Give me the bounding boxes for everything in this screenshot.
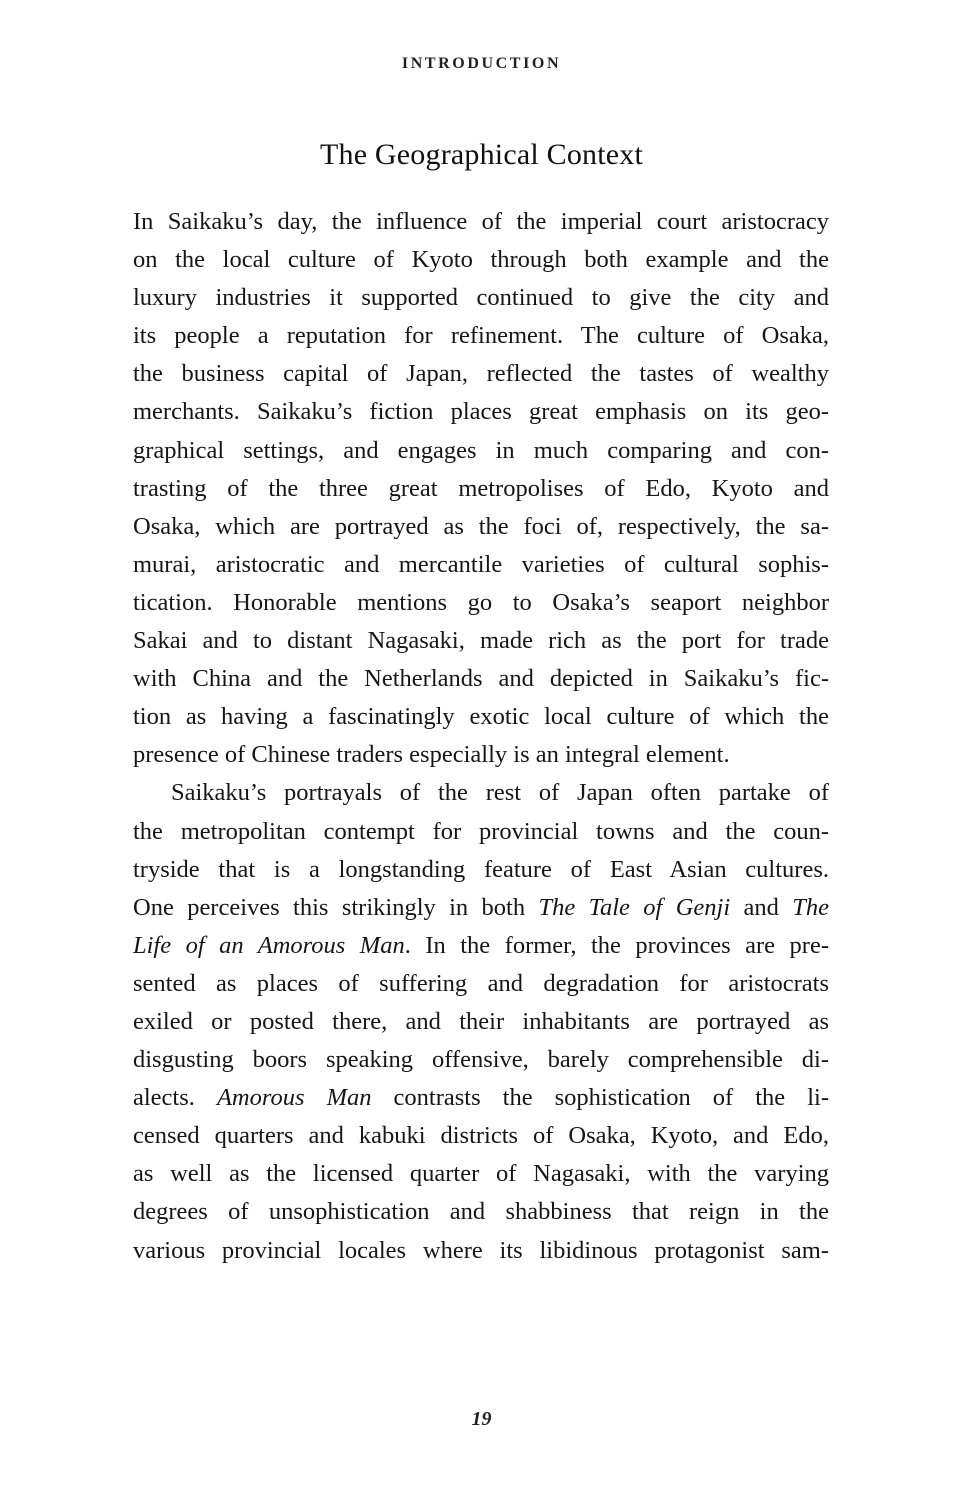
- text-line: [133, 660, 829, 698]
- text-run: contrasts the sophistication of the li-: [371, 1084, 829, 1112]
- text-run: the business capital of Japan, reflected the tastes of wealthy: [133, 360, 829, 388]
- text-line: [133, 584, 829, 622]
- text-line: [133, 508, 829, 546]
- text-run: . In the former, the provinces are pre-: [404, 931, 829, 959]
- text-line: [133, 279, 829, 317]
- text-line: [133, 774, 829, 812]
- italic-title: Amorous Man: [216, 1084, 372, 1112]
- text-line: [133, 1041, 829, 1079]
- text-run: alects.: [133, 1084, 217, 1112]
- text-run: Osaka, which are portrayed as the foci of, respectively, the sa-: [133, 512, 829, 540]
- section-title: The Geographical Context: [319, 138, 644, 171]
- text-line: [133, 546, 829, 584]
- text-line: [133, 698, 829, 736]
- page-number: 19: [471, 1408, 492, 1430]
- text-run: various provincial locales where its libidinous protagonist sam-: [133, 1236, 829, 1264]
- paragraph: [133, 203, 829, 774]
- text-run: Sakai and to distant Nagasaki, made rich as the port for trade: [133, 627, 829, 655]
- text-line: [133, 1117, 829, 1155]
- text-run: presence of Chinese traders especially is an integral element.: [133, 741, 730, 769]
- text-line: [133, 927, 829, 965]
- text-line: [133, 851, 829, 889]
- text-run: as well as the licensed quarter of Nagasaki, with the varying: [133, 1160, 829, 1188]
- text-run: disgusting boors speaking offensive, barely comprehensible di-: [133, 1046, 829, 1074]
- text-line: [133, 1232, 829, 1270]
- text-line: [133, 355, 829, 393]
- text-run: with China and the Netherlands and depicted in Saikaku’s fic-: [133, 665, 829, 693]
- text-line: [133, 470, 829, 508]
- text-line: [133, 965, 829, 1003]
- running-head: INTRODUCTION: [401, 55, 562, 72]
- italic-title: Life of an Amorous Man: [133, 931, 405, 959]
- text-run: degrees of unsophistication and shabbiness that reign in the: [133, 1198, 829, 1226]
- text-run: sented as places of suffering and degradation for aristocrats: [133, 969, 829, 997]
- body-text: [133, 203, 829, 1270]
- text-line: [133, 1193, 829, 1231]
- italic-title: The Tale of Genji: [538, 893, 731, 921]
- text-line: [133, 432, 829, 470]
- text-line: [133, 241, 829, 279]
- text-line: [133, 736, 829, 774]
- text-line: [133, 1079, 829, 1117]
- text-line: [133, 622, 829, 660]
- text-run: In Saikaku’s day, the influence of the imperial court aristocracy: [133, 208, 829, 235]
- text-line: [133, 1003, 829, 1041]
- text-line: [133, 813, 829, 851]
- text-run: on the local culture of Kyoto through both example and the: [133, 246, 829, 274]
- text-run: luxury industries it supported continued to give the city and: [133, 284, 829, 312]
- text-line: [133, 1155, 829, 1193]
- text-run: graphical settings, and engages in much comparing and con-: [133, 436, 829, 464]
- text-run: tication. Honorable mentions go to Osaka’s seaport neighbor: [133, 588, 829, 616]
- text-run: tryside that is a longstanding feature of East Asian cultures.: [133, 855, 829, 883]
- text-run: One perceives this strikingly in both: [133, 893, 539, 921]
- text-run: Saikaku’s portrayals of the rest of Japan often partake of: [171, 779, 829, 807]
- text-line: [133, 393, 829, 431]
- text-run: the metropolitan contempt for provincial towns and the coun-: [133, 817, 829, 845]
- text-line: [133, 203, 829, 241]
- paragraph: [133, 774, 829, 1269]
- text-run: its people a reputation for refinement. The culture of Osaka,: [133, 322, 829, 350]
- text-run: murai, aristocratic and mercantile varieties of cultural sophis-: [133, 550, 829, 578]
- text-run: merchants. Saikaku’s fiction places great emphasis on its geo-: [133, 398, 829, 426]
- italic-title: The: [792, 893, 830, 921]
- text-run: censed quarters and kabuki districts of Osaka, Kyoto, and Edo,: [133, 1122, 829, 1150]
- text-run: and: [730, 893, 793, 921]
- text-line: [133, 317, 829, 355]
- text-run: trasting of the three great metropolises of Edo, Kyoto and: [133, 474, 829, 502]
- text-line: [133, 889, 829, 927]
- text-run: exiled or posted there, and their inhabitants are portrayed as: [133, 1007, 829, 1035]
- text-run: tion as having a fascinatingly exotic local culture of which the: [133, 703, 829, 731]
